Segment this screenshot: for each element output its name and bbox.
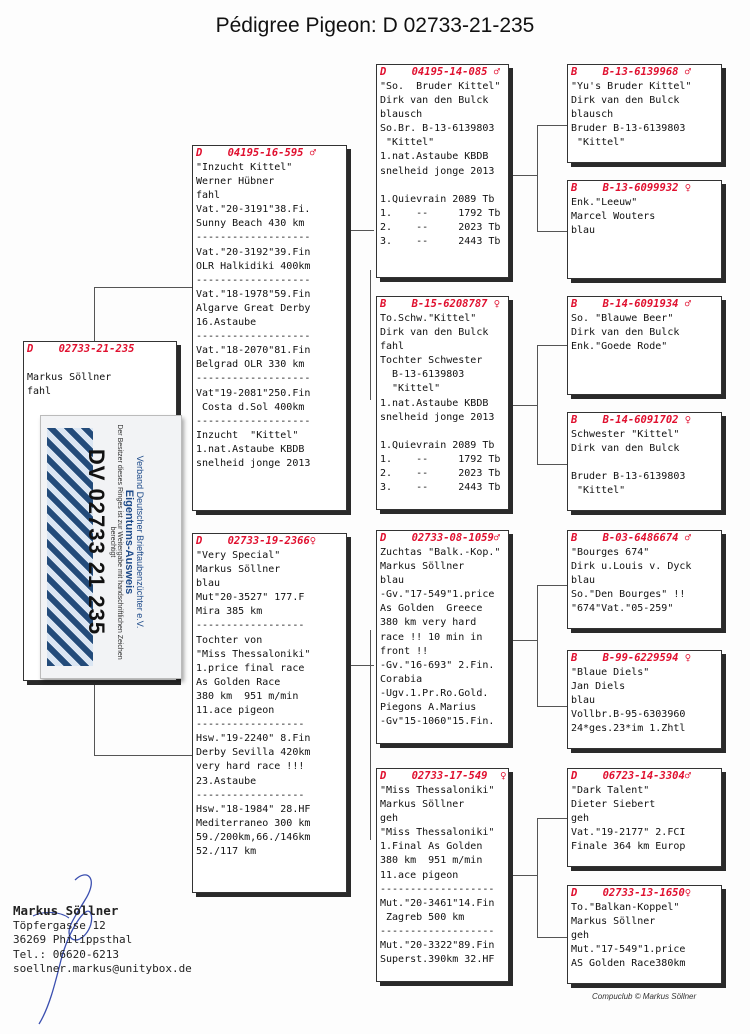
connector: [370, 630, 375, 840]
card-sire-sire-sire: [567, 64, 722, 163]
card-body: "Bourges 674" Dirk u.Louis v. Dyck blau So."Den Bourges" !! "674"Vat."05-259": [571, 547, 692, 615]
connector: [508, 175, 537, 177]
card-header: D 02733-13-1650♀: [571, 887, 692, 899]
card-body: So. "Blauwe Beer" Dirk van den Bulck Enk."Goede Rode": [571, 313, 680, 353]
certificate-number: DV 02733 21 235: [84, 448, 109, 636]
card-dam-dam: [376, 768, 509, 982]
card-dam: [192, 533, 347, 893]
connector: [537, 125, 568, 232]
card-dam-sire-dam: [567, 650, 722, 749]
card-sire-dam-dam: [567, 412, 722, 511]
connector: [508, 405, 537, 407]
connector: [94, 287, 193, 343]
card-header: D 04195-16-595 ♂: [196, 147, 317, 159]
card-dam-sire: [376, 530, 509, 744]
card-header: D 02733-19-2366♀: [196, 535, 317, 547]
card-header: D 06723-14-3304♂: [571, 770, 692, 782]
card-body: Markus Söllner fahl: [27, 372, 112, 398]
connector: [508, 640, 537, 642]
connector: [537, 818, 568, 938]
owner-phone: Tel.: 06620-6213: [13, 947, 119, 961]
card-header: B B-14-6091934 ♂: [571, 298, 692, 310]
owner-name: Markus Söllner: [13, 903, 119, 918]
card-body: To."Balkan-Koppel" Markus Söllner geh Mut."17-549"1.price AS Golden Race380km: [571, 902, 686, 970]
card-header: B B-15-6208787 ♀: [380, 298, 501, 310]
card-header: D 02733-08-1059♂: [380, 532, 501, 544]
card-header: B B-13-6099932 ♀: [571, 182, 692, 194]
card-sire-dam: [376, 296, 509, 510]
certificate-org: Verband Deutscher Brieftaubenzüchter e.V.: [135, 455, 145, 629]
connector: [346, 230, 374, 232]
card-sire-sire-dam: [567, 180, 722, 279]
connector: [370, 270, 375, 400]
certificate-title: Eigentums-Ausweis: [123, 489, 135, 595]
certificate-subtitle: Der Besitzer dieses Ringes ist zur Weitergabe mit handschriftlichen Zeichen berechtigt: [109, 424, 123, 660]
page-title: Pédigree Pigeon: D 02733-21-235: [215, 14, 535, 37]
card-body: Zuchtas "Balk.-Kop." Markus Söllner blau -Gv."17-549"1.price As Golden Greece 380 km very hard race !! 10 min in front !! -Gv."16-693" 2.Fin. Corabia -Ugv.1.Pr.Ro.Gold. Piegons A.Marius -Gv"15-1060"15.Fin.: [380, 547, 501, 728]
connector: [537, 345, 568, 465]
card-body: To.Schw."Kittel" Dirk van den Bulck fahl Tochter Schwester B-13-6139803 "Kittel" 1.nat.Astaube KBDB snelheid jonge 2013 1.Quievrain 2089 Tb 1. -- 1792 Tb 2. -- 2023 Tb 3. -- 2443 Tb: [380, 313, 501, 494]
connector: [508, 875, 537, 877]
footer-credit: Compuclub © Markus Söllner: [592, 992, 697, 1001]
card-body: "Dark Talent" Dieter Siebert geh Vat."19-2177" 2.FCI Finale 364 km Europ: [571, 785, 686, 853]
card-dam-dam-sire: [567, 768, 722, 867]
card-header: D 02733-17-549 ♀: [380, 770, 507, 782]
card-sire: [192, 145, 347, 511]
owner-city: 36269 Philippsthal: [13, 933, 133, 947]
card-dam-dam-dam: [567, 885, 722, 984]
card-header: D 04195-14-085 ♂: [380, 66, 501, 78]
card-body: Enk."Leeuw" Marcel Wouters blau: [571, 197, 656, 237]
card-header: D 02733-21-235: [27, 343, 135, 355]
certificate-text: [83, 423, 145, 661]
card-body: "Inzucht Kittel" Werner Hübner fahl Vat."20-3191"38.Fi. Sunny Beach 430 km ------------------- Vat."20-3192"39.Fin OLR Halkidiki 400km ------------------- Vat."18-1978"59.Fin Algarve Great Derby 16.Astaube ------------------- Vat."18-2070"81.Fin Belgrad OLR 330 km ------------------- Vat"19-2081"250.Fin Costa d.Sol 400km ------------------- Inzucht "Kittel" 1.nat.Astaube KBDB snelheid jonge 2013: [196, 162, 311, 469]
card-dam-sire-sire: [567, 530, 722, 629]
card-body: "Blaue Diels" Jan Diels blau Vollbr.B-95-6303960 24*ges.23*im 1.Zhtl: [571, 667, 686, 735]
card-body: "Miss Thessaloniki" Markus Söllner geh "Miss Thessaloniki" 1.Final As Golden 380 km 951 m/min 11.ace pigeon ------------------- Mut."20-3461"14.Fin Zagreb 500 km ------------------- Mut."20-3322"89.Fin Superst.390km 32.HF: [380, 785, 495, 966]
card-body: "Very Special" Markus Söllner blau Mut"20-3527" 177.F Mira 385 km ------------------ Tochter von "Miss Thessaloniki" 1.price final race As Golden Race 380 km 951 m/min 11.ace pigeon ------------------ Hsw."19-2240" 8.Fin Derby Sevilla 420km very hard race !!! 23.Astaube ------------------ Hsw."18-1984" 28.HF Mediterraneo 300 km 59./200km,66./146km 52./117 km: [196, 550, 311, 857]
card-body: Schwester "Kittel" Dirk van den Bulck Bruder B-13-6139803 "Kittel": [571, 429, 686, 497]
card-header: B B-14-6091702 ♀: [571, 414, 692, 426]
connector: [94, 680, 193, 756]
card-header: B B-13-6139968 ♂: [571, 66, 692, 78]
card-header: B B-03-6486674 ♂: [571, 532, 692, 544]
owner-address: [13, 902, 192, 977]
card-body: "So. Bruder Kittel" Dirk van den Bulck blausch So.Br. B-13-6139803 "Kittel" 1.nat.Astaube KBDB snelheid jonge 2013 1.Quievrain 2089 Tb 1. -- 1792 Tb 2. -- 2023 Tb 3. -- 2443 Tb: [380, 81, 501, 248]
card-header: B B-99-6229594 ♀: [571, 652, 692, 664]
owner-email[interactable]: soellner.markus@unitybox.de: [13, 962, 192, 976]
card-sire-dam-sire: [567, 296, 722, 395]
connector: [537, 585, 568, 707]
card-sire-sire: [376, 64, 509, 278]
owner-street: Töpfergasse 12: [13, 919, 106, 932]
card-body: "Yu's Bruder Kittel" Dirk van den Bulck blausch Bruder B-13-6139803 "Kittel": [571, 81, 692, 149]
ring-certificate: [40, 415, 182, 679]
